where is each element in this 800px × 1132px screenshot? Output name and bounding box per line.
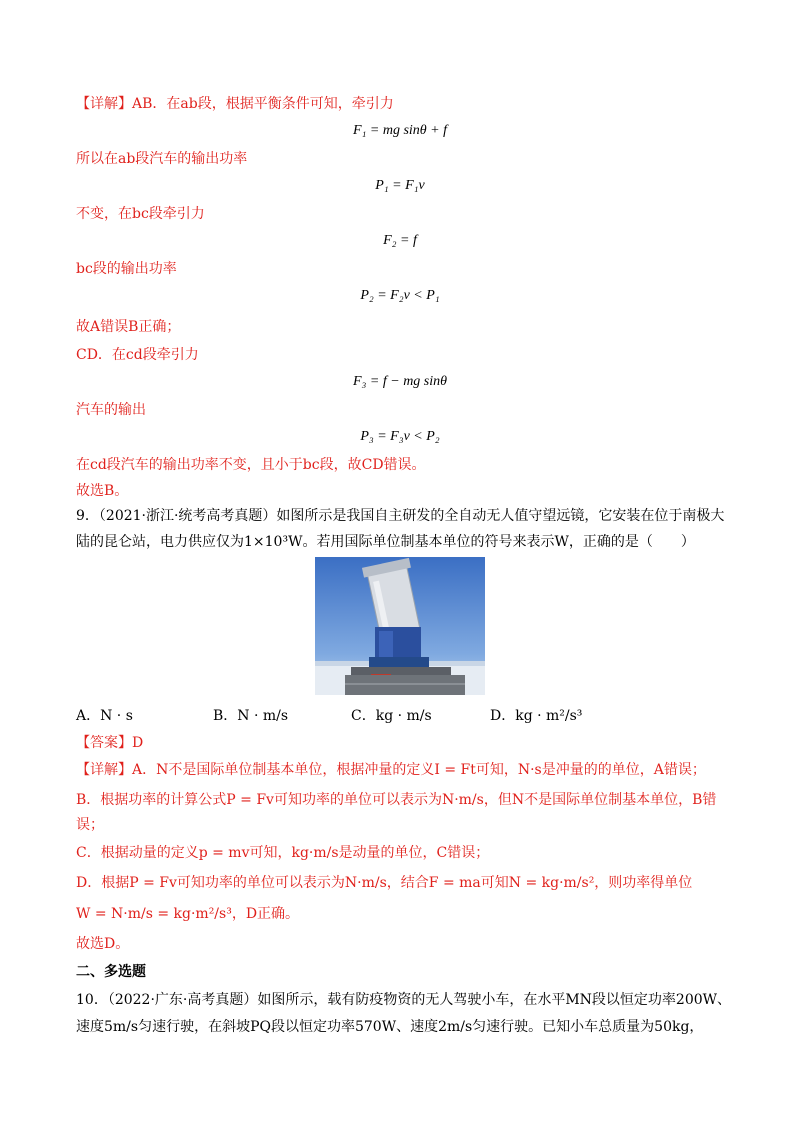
option-b[interactable]: B．N · m/s	[213, 708, 289, 724]
detail-conclusion-cd: 在cd段汽车的输出功率不变，且小于bc段，故CD错误。	[76, 457, 426, 473]
question-10-line1: 10．（2022·广东·高考真题）如图所示，载有防疫物资的无人驾驶小车，在水平MN段以恒定功率200W、	[76, 992, 732, 1008]
detail-a: 【详解】A．N不是国际单位制基本单位，根据冲量的定义I = Ft可知，N·s是冲量的的单位，A错误；	[76, 762, 706, 778]
detail-cd-output: 汽车的输出	[76, 402, 146, 418]
options-row	[76, 705, 736, 725]
equation-f1: F₁ = mg sinθ + f	[352, 123, 448, 138]
answer-choice-b: 故选B。	[76, 483, 129, 499]
detail-bc-power: bc段的输出功率	[76, 261, 177, 277]
detail-c: C．根据动量的定义p = mv可知，kg·m/s是动量的单位，C错误；	[76, 845, 490, 861]
equation-p2: P₂ = F₂v < P₁	[360, 288, 440, 303]
detail-b-line1: B．根据功率的计算公式P = Fv可知功率的单位可以表示为N·m/s，但N不是国际单位制基本单位，B错	[76, 792, 717, 808]
detail-cd: CD．在cd段牵引力	[76, 347, 199, 363]
option-c[interactable]: C．kg · m/s	[351, 708, 432, 724]
detail-b-line2: 误；	[76, 817, 104, 833]
equation-f2: F₂ = f	[383, 233, 417, 248]
question-10-line2: 速度5m/s匀速行驶，在斜坡PQ段以恒定功率570W、速度2m/s匀速行驶。已知小车总质量为50kg，	[76, 1019, 704, 1035]
detail-ab-power: 所以在ab段汽车的输出功率	[76, 151, 248, 167]
section-heading-multi-choice: 二、多选题	[76, 964, 146, 980]
equation-f3: F₃ = f − mg sinθ	[352, 374, 448, 389]
detail-bc-force: 不变，在bc段牵引力	[76, 206, 205, 222]
equation-p3: P₃ = F₃v < P₂	[360, 429, 440, 444]
answer-choice-d: 故选D。	[76, 936, 130, 952]
telescope-photo	[315, 557, 485, 695]
detail-d-line1: D．根据P = Fv可知功率的单位可以表示为N·m/s，结合F = ma可知N = kg·m/s²，则功率得单位	[76, 875, 693, 891]
answer-label: 【答案】D	[76, 735, 144, 751]
option-d[interactable]: D．kg · m²/s³	[490, 708, 583, 724]
detail-ab: 【详解】AB．在ab段，根据平衡条件可知，牵引力	[76, 96, 394, 112]
detail-conclusion-ab: 故A错误B正确；	[76, 319, 181, 335]
equation-p1: P₁ = F₁v	[375, 178, 425, 193]
option-a[interactable]: A．N · s	[76, 708, 133, 724]
detail-d-line2: W = N·m/s = kg·m²/s³，D正确。	[76, 906, 300, 922]
question-9-line1: 9．（2021·浙江·统考高考真题）如图所示是我国自主研发的全自动无人值守望远镜，它安装在位于南极大	[76, 508, 725, 524]
question-9-line2: 陆的昆仑站，电力供应仅为1×10³W。若用国际单位制基本单位的符号来表示W，正确的是（ ）	[76, 534, 695, 550]
